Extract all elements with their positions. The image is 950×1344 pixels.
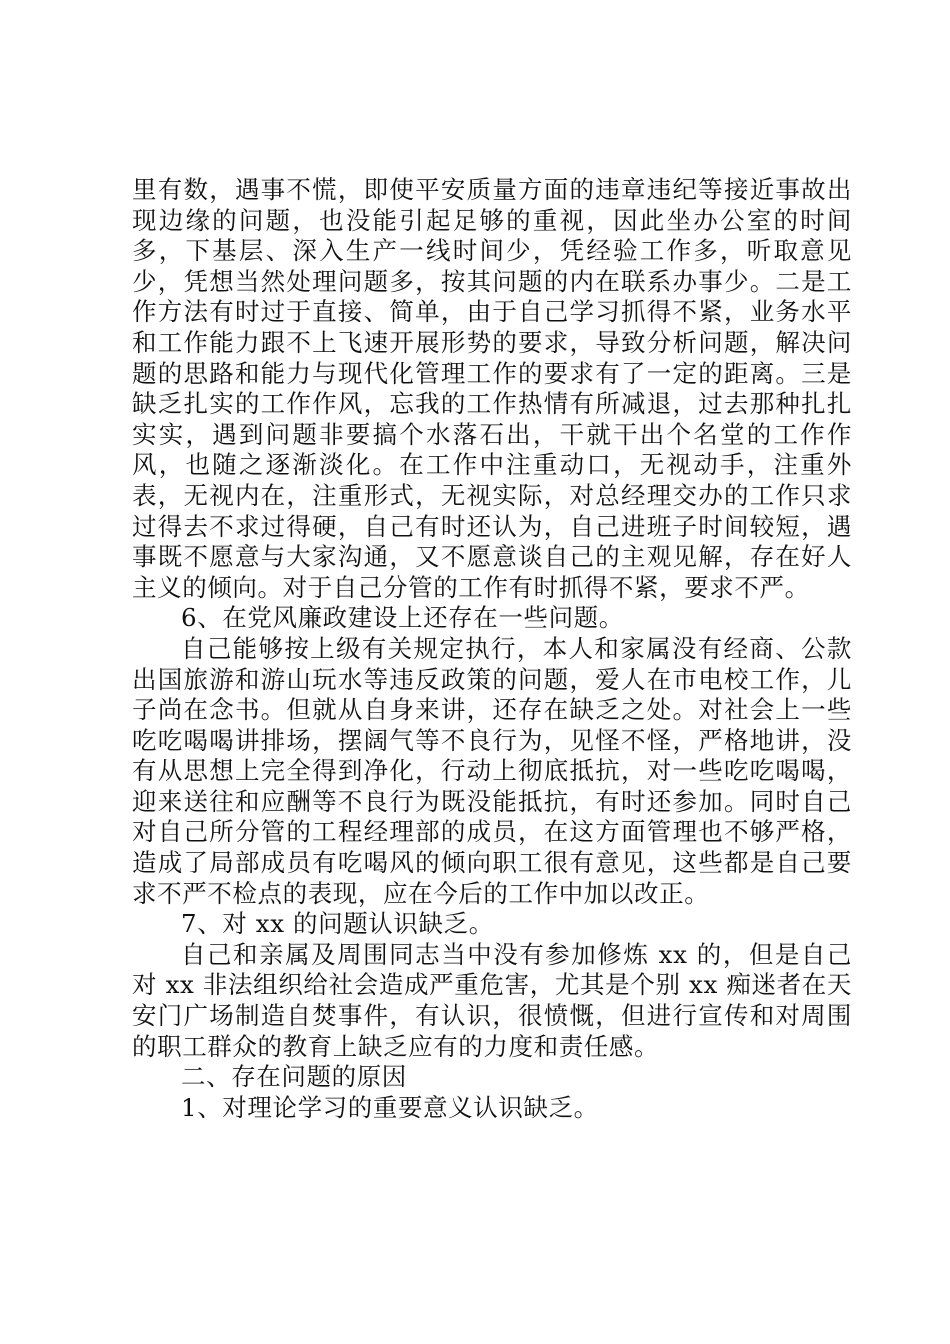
paragraph-integrity: 自己能够按上级有关规定执行，本人和家属没有经商、公款出国旅游和游山玩水等违反政策的问题，爱人在市电校工作，儿子尚在念书。但就从自身来讲，还存在缺乏之处。对社会上一些吃吃喝喝讲排场，摆阔气等不良行为，见怪不怪，严格地讲，没有从思想上完全得到净化，行动上彻底抵抗，对一些吃吃喝喝，迎来送往和应酬等不良行为既没能抵抗，有时还参加。同时自己对自己所分管的工程经理部的成员，在这方面管理也不够严格，造成了局部成员有吃喝风的倾向职工很有意见，这些都是自己要求不严不检点的表现，应在今后的工作中加以改正。 bbox=[132, 633, 852, 908]
paragraph-continuation: 里有数，遇事不慌，即使平安质量方面的违章违纪等接近事故出现边缘的问题，也没能引起足够的重视，因此坐办公室的时间多，下基层、深入生产一线时间少，凭经验工作多，听取意见少，凭想当然处理问题多，按其问题的内在联系办事少。二是工作方法有时过于直接、简单，由于自己学习抓得不紧，业务水平和工作能力跟不上飞速开展形势的要求，导致分析问题，解决问题的思路和能力与现代化管理工作的要求有了一定的距离。三是缺乏扎实的工作作风，忘我的工作热情有所减退，过去那种扎扎实实，遇到问题非要搞个水落石出，干就干出个名堂的工作作风，也随之逐渐淡化。在工作中注重动口，无视动手，注重外表，无视内在，注重形式，无视实际，对总经理交办的工作只求过得去不求过得硬，自己有时还认为，自己进班子时间较短，遇事既不愿意与大家沟通，又不愿意谈自己的主观见解，存在好人主义的倾向。对于自己分管的工作有时抓得不紧，要求不严。 bbox=[132, 175, 852, 602]
heading-item-7: 7、对 xx 的问题认识缺乏。 bbox=[181, 909, 494, 939]
heading-item-6: 6、在党风廉政建设上还存在一些问题。 bbox=[181, 603, 624, 633]
section-heading-causes: 二、存在问题的原因 bbox=[181, 1062, 407, 1092]
heading-item-1: 1、对理论学习的重要意义认识缺乏。 bbox=[181, 1092, 599, 1122]
document-body bbox=[132, 175, 852, 1123]
paragraph-awareness: 自己和亲属及周围同志当中没有参加修炼 xx 的，但是自己对 xx 非法组织给社会造成严重危害，尤其是个别 xx 痴迷者在天安门广场制造自焚事件，有认识，很愤慨，但进行宣传和对周围的职工群众的教育上缺乏应有的力度和责任感。 bbox=[132, 939, 852, 1061]
